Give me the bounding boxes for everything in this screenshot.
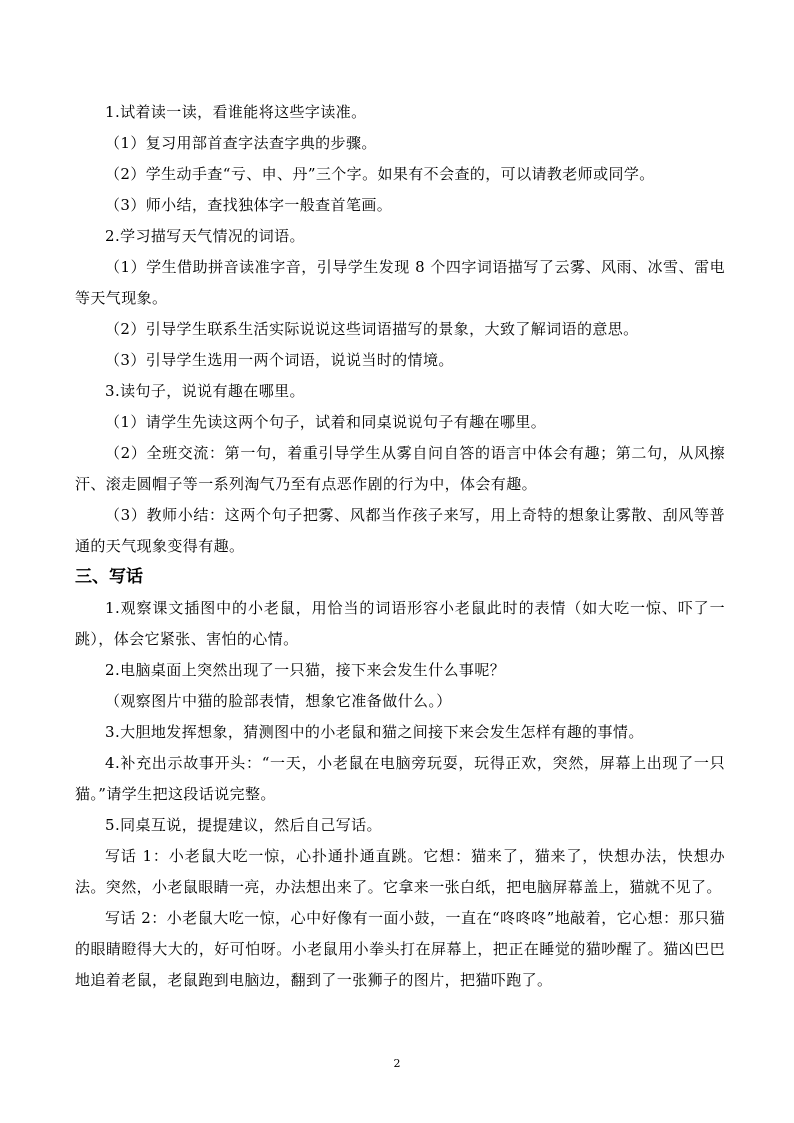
paragraph-3: 3.读句子，说说有趣在哪里。 xyxy=(105,382,305,400)
paragraph-1-3: （3）师小结，查找独体字一般查首笔画。 xyxy=(105,196,393,214)
paragraph-2-2: （2）引导学生联系生活实际说说这些词语描写的景象，大致了解词语的意思。 xyxy=(105,320,639,338)
paragraph-2-1: （1）学生借助拼音读准字音，引导学生发现 8 个四字词语描写了云雾、风雨、冰雪、雷电等天气现象。 xyxy=(75,258,725,307)
writing-step-2-note: （观察图片中猫的脸部表情，想象它准备做什么。） xyxy=(105,692,452,710)
writing-step-5: 5.同桌互说，提提建议，然后自己写话。 xyxy=(105,816,382,834)
document-body xyxy=(75,97,725,996)
writing-step-1: 1.观察课文插图中的小老鼠，用恰当的词语形容小老鼠此时的表情（如大吃一惊、吓了一跳），体会它紧张、害怕的心情。 xyxy=(75,599,725,648)
section-heading: 三、写话 xyxy=(75,567,143,587)
paragraph-1-1: （1）复习用部首查字法查字典的步骤。 xyxy=(105,134,377,152)
writing-step-3: 3.大胆地发挥想象，猜测图中的小老鼠和猫之间接下来会发生怎样有趣的事情。 xyxy=(105,723,644,741)
writing-sample-1: 写话 1：小老鼠大吃一惊，心扑通扑通直跳。它想：猫来了，猫来了，快想办法，快想办法。突然，小老鼠眼睛一亮，办法想出来了。它拿来一张白纸，把电脑屏幕盖上，猫就不见了。 xyxy=(75,847,725,896)
writing-sample-2: 写话 2：小老鼠大吃一惊，心中好像有一面小鼓，一直在“咚咚咚”地敲着，它心想：那只猫的眼睛瞪得大大的，好可怕呀。小老鼠用小拳头打在屏幕上，把正在睡觉的猫吵醒了。猫凶巴巴地追着老鼠，老鼠跑到电脑边，翻到了一张狮子的图片，把猫吓跑了。 xyxy=(75,909,725,989)
page-number: 2 xyxy=(393,1057,401,1070)
paragraph-1-2: （2）学生动手查“亏、申、丹”三个字。如果有不会查的，可以请教老师或同学。 xyxy=(105,165,655,183)
paragraph-1: 1.试着读一读，看谁能将这些字读准。 xyxy=(105,103,367,121)
paragraph-2-3: （3）引导学生选用一两个词语，说说当时的情境。 xyxy=(105,351,454,369)
writing-step-4: 4.补充出示故事开头：“一天，小老鼠在电脑旁玩耍，玩得正欢，突然，屏幕上出现了一只猫。”请学生把这段话说完整。 xyxy=(75,754,725,803)
writing-step-2: 2.电脑桌面上突然出现了一只猫，接下来会发生什么事呢？ xyxy=(105,661,506,679)
paragraph-2: 2.学习描写天气情况的词语。 xyxy=(105,227,305,245)
paragraph-3-2: （2）全班交流：第一句，着重引导学生从雾自问自答的语言中体会有趣；第二句，从风擦汗、滚走圆帽子等一系列淘气乃至有点恶作剧的行为中，体会有趣。 xyxy=(75,444,725,493)
paragraph-3-1: （1）请学生先读这两个句子，试着和同桌说说句子有趣在哪里。 xyxy=(105,413,547,431)
paragraph-3-3: （3）教师小结：这两个句子把雾、风都当作孩子来写，用上奇特的想象让雾散、刮风等普通的天气现象变得有趣。 xyxy=(75,506,725,555)
